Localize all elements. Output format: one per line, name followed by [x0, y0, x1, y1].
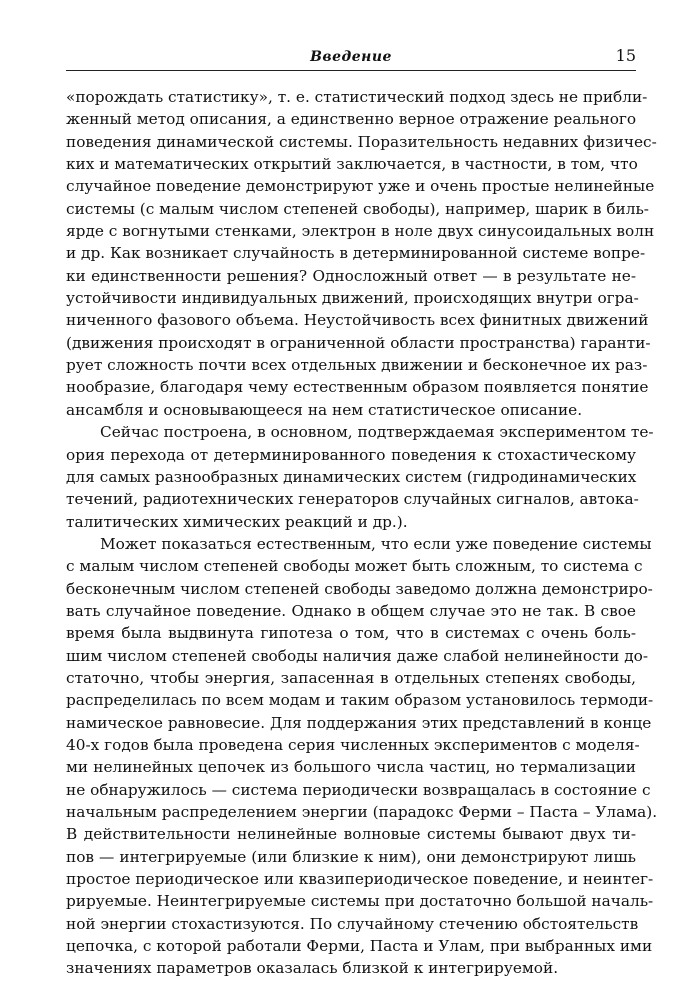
text-line: поведения динамической системы. Поразительность недавних физичес-	[66, 132, 657, 151]
text-line: нообразие, благодаря чему естественным образом появляется понятие	[66, 378, 649, 397]
running-header	[66, 44, 636, 71]
text-line: устойчивости индивидуальных движений, происходящих внутри огра-	[66, 289, 639, 308]
text-line: женный метод описания, а единственно верное отражение реального	[66, 110, 637, 129]
text-line: начальным распределением энергии (парадокс Ферми – Паста – Улама).	[66, 803, 658, 821]
page-number: 15	[615, 46, 636, 65]
text-line: ми нелинейных цепочек из большого числа частиц, но термализации	[66, 758, 636, 777]
text-line: рируемые. Неинтегрируемые системы при достаточно большой началь-	[66, 892, 654, 911]
paragraph-3	[66, 533, 658, 980]
text-line: ной энергии стохастизуются. По случайному стечению обстоятельств	[66, 914, 639, 933]
text-line: талитических химических реакций и др.).	[66, 512, 408, 531]
text-line: «порождать статистику», т. е. статистический подход здесь не прибли-	[66, 88, 648, 106]
text-line: бесконечным числом степеней свободы заведомо должна демонстриро-	[66, 579, 653, 598]
text-line: ансамбля и основывающееся на нем статистическое описание.	[66, 400, 583, 419]
text-line: шим числом степеней свободы наличия даже слабой нелинейности до-	[66, 646, 648, 665]
text-line: время была выдвинута гипотеза о том, что в системах с очень боль-	[66, 624, 636, 643]
text-line: с малым числом степеней свободы может быть сложным, то система с	[66, 557, 643, 576]
text-line: вать случайное поведение. Однако в общем случае это не так. В свое	[66, 601, 636, 620]
text-line: Сейчас построена, в основном, подтверждаемая экспериментом те-	[100, 423, 654, 442]
text-line: случайное поведение демонстрируют уже и очень простые нелинейные	[66, 177, 655, 196]
text-line: системы (с малым числом степеней свободы), например, шарик в биль-	[66, 199, 649, 218]
paragraph-1	[66, 86, 657, 421]
text-line: статочно, чтобы энергия, запасенная в отдельных степенях свободы,	[66, 668, 636, 687]
text-line: распределилась по всем модам и таким образом установилось термоди-	[66, 691, 654, 710]
text-line: и др. Как возникает случайность в детерминированной системе вопре-	[66, 244, 646, 263]
text-line: В действительности нелинейные волновые системы бывают двух ти-	[66, 825, 636, 844]
text-line: пов — интегрируемые (или близкие к ним), они демонстрируют лишь	[66, 847, 636, 866]
body-text	[66, 86, 658, 980]
text-line: рует сложность почти всех отдельных движении и бесконечное их раз-	[66, 356, 648, 375]
text-line: (движения происходят в ограниченной области пространства) гаранти-	[66, 333, 651, 352]
paragraph-2	[66, 421, 654, 533]
text-line: 40-х годов была проведена серия численных экспериментов с моделя-	[66, 735, 640, 754]
text-line: ки единственности решения? Односложный ответ — в результате не-	[66, 266, 636, 285]
text-line: простое периодическое или квазипериодическое поведение, и неинтег-	[66, 870, 654, 889]
running-title: Введение	[310, 49, 392, 65]
text-line: значениях параметров оказалась близкой к интегрируемой.	[66, 959, 559, 978]
text-line: ория перехода от детерминированного поведения к стохастическому	[66, 445, 636, 464]
text-line: цепочка, с которой работали Ферми, Паста и Улам, при выбранных ими	[66, 937, 653, 956]
text-line: течений, радиотехнических генераторов случайных сигналов, автока-	[66, 490, 639, 509]
text-line: Может показаться естественным, что если уже поведение системы	[100, 534, 652, 553]
text-line: намическое равновесие. Для поддержания этих представлений в конце	[66, 713, 652, 732]
text-line: ниченного фазового объема. Неустойчивость всех финитных движений	[66, 311, 649, 330]
text-line: ких и математических открытий заключается, в частности, в том, что	[66, 155, 638, 174]
text-line: не обнаружилось — система периодически возвращалась в состояние с	[66, 780, 651, 799]
text-line: ярде с вогнутыми стенками, электрон в ноле двух синусоидальных волн	[66, 222, 655, 241]
text-line: для самых разнообразных динамических систем (гидродинамических	[66, 467, 637, 486]
